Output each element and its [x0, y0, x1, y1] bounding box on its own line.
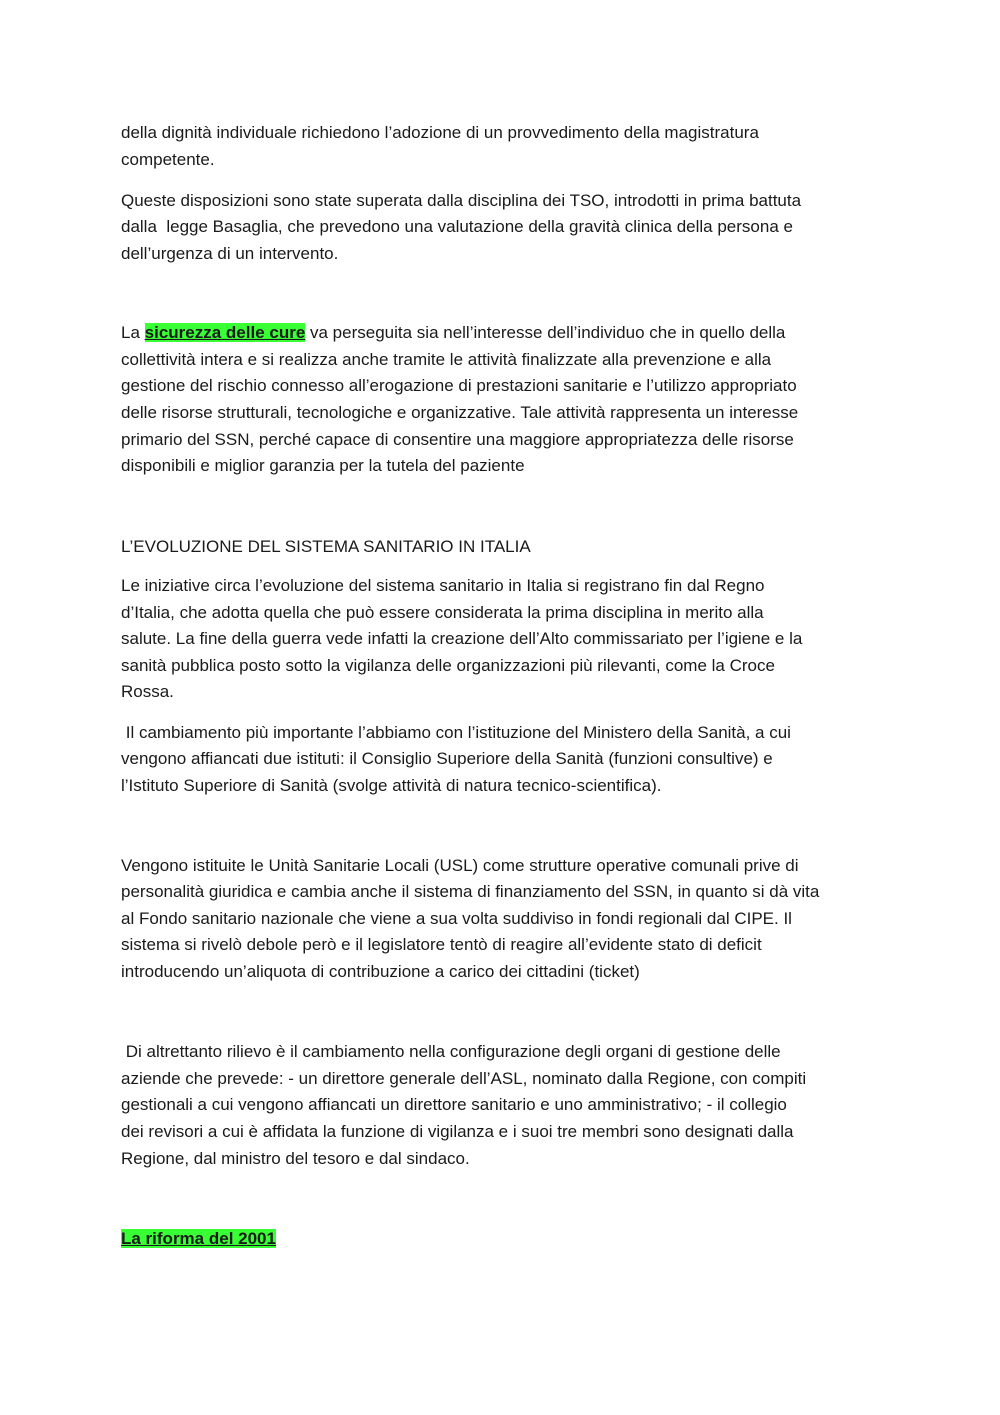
highlighted-heading: La riforma del 2001	[121, 1229, 276, 1248]
paragraph-line: gestione del rischio connesso all’erogazione di prestazioni sanitarie e l’utilizzo appropriato	[121, 376, 797, 395]
paragraph-suffix: va perseguita sia nell’interesse dell’individuo che in quello della	[305, 323, 786, 342]
paragraph-line-highlighted	[121, 321, 785, 345]
paragraph-line: dell’urgenza di un intervento.	[121, 244, 339, 263]
paragraph-line: d’Italia, che adotta quella che può essere considerata la prima disciplina in merito alla	[121, 603, 764, 622]
paragraph-line: l’Istituto Superiore di Sanità (svolge attività di natura tecnico-scientifica).	[121, 776, 662, 795]
paragraph-prefix: La	[121, 323, 145, 342]
paragraph-line: aziende che prevede: - un direttore generale dell’ASL, nominato dalla Regione, con compiti	[121, 1069, 807, 1088]
paragraph-line: vengono affiancati due istituti: il Consiglio Superiore della Sanità (funzioni consultive) e	[121, 749, 773, 768]
paragraph-line: sistema si rivelò debole però e il legislatore tentò di reagire all’evidente stato di deficit	[121, 935, 762, 954]
paragraph-line: della dignità individuale richiedono l’adozione di un provvedimento della magistratura	[121, 123, 759, 142]
paragraph-line: delle risorse strutturali, tecnologiche e organizzative. Tale attività rappresenta un interesse	[121, 403, 799, 422]
section-heading-highlighted	[121, 1227, 276, 1251]
paragraph-line: gestionali a cui vengono affiancati un direttore sanitario e uno amministrativo; - il collegio	[121, 1095, 787, 1114]
paragraph-line: disponibili e miglior garanzia per la tutela del paziente	[121, 456, 525, 475]
paragraph-line: Regione, dal ministro del tesoro e dal sindaco.	[121, 1149, 470, 1168]
paragraph-line: competente.	[121, 150, 215, 169]
paragraph-line: Rossa.	[121, 682, 174, 701]
paragraph-line: Le iniziative circa l’evoluzione del sistema sanitario in Italia si registrano fin dal Regno	[121, 576, 765, 595]
highlighted-term: sicurezza delle cure	[144, 323, 306, 342]
paragraph-line: collettività intera e si realizza anche tramite le attività finalizzate alla prevenzione e alla	[121, 350, 772, 369]
paragraph-line: Queste disposizioni sono state superata dalla disciplina dei TSO, introdotti in prima battuta	[121, 191, 802, 210]
paragraph-line: salute. La fine della guerra vede infatti la creazione dell’Alto commissariato per l’igiene e la	[121, 629, 803, 648]
paragraph-line: Di altrettanto rilievo è il cambiamento nella configurazione degli organi di gestione delle	[121, 1042, 781, 1061]
paragraph-line: dalla legge Basaglia, che prevedono una valutazione della gravità clinica della persona e	[121, 217, 793, 236]
paragraph-line: Vengono istituite le Unità Sanitarie Locali (USL) come strutture operative comunali prive di	[121, 856, 799, 875]
paragraph-line: Il cambiamento più importante l’abbiamo con l’istituzione del Ministero della Sanità, a cui	[121, 723, 791, 742]
paragraph-line: sanità pubblica posto sotto la vigilanza delle organizzazioni più rilevanti, come la Croce	[121, 656, 775, 675]
paragraph-line: al Fondo sanitario nazionale che viene a sua volta suddiviso in fondi regionali dal CIPE. Il	[121, 909, 792, 928]
paragraph-line: introducendo un’aliquota di contribuzione a carico dei cittadini (ticket)	[121, 962, 640, 981]
paragraph-line: personalità giuridica e cambia anche il sistema di finanziamento del SSN, in quanto si dà vita	[121, 882, 820, 901]
paragraph-line: dei revisori a cui è affidata la funzione di vigilanza e i suoi tre membri sono designati dalla	[121, 1122, 794, 1141]
section-heading: L’EVOLUZIONE DEL SISTEMA SANITARIO IN ITALIA	[121, 537, 531, 556]
paragraph-line: primario del SSN, perché capace di consentire una maggiore appropriatezza delle risorse	[121, 430, 794, 449]
